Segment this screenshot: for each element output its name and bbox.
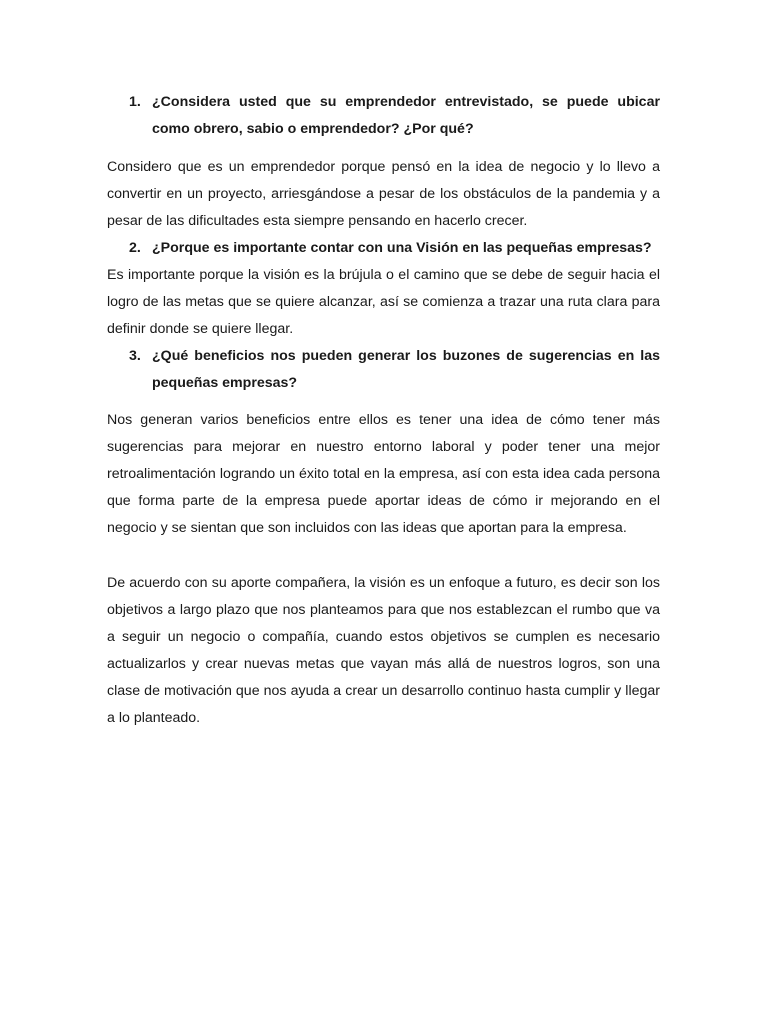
question-3-number: 3. xyxy=(129,348,141,364)
answer-1: Considero que es un emprendedor porque pensó en la idea de negocio y lo llevo a convertir en un proyecto, arriesgándose a pesar de los obstáculos de la pandemia y a pesar de las dificultades esta siempre pensando en hacerlo crecer. xyxy=(107,159,660,229)
answer-3: Nos generan varios beneficios entre ellos es tener una idea de cómo tener más sugerencias para mejorar en nuestro entorno laboral y poder tener una mejor retroalimentación logrando un éxito total en la empresa, así con esta idea cada persona que forma parte de la empresa puede aportar ideas de cómo ir mejorando en el negocio y se sientan que son incluidos con las ideas que aportan para la empresa. xyxy=(107,412,660,536)
question-3 xyxy=(107,343,660,397)
answer-2: Es importante porque la visión es la brújula o el camino que se debe de seguir hacia el logro de las metas que se quiere alcanzar, así se comienza a trazar una ruta clara para definir donde se quiere llegar. xyxy=(107,267,660,337)
reply-paragraph: De acuerdo con su aporte compañera, la visión es un enfoque a futuro, es decir son los objetivos a largo plazo que nos planteamos para que nos establezcan el rumbo que va a seguir un negocio o compañía, cuando estos objetivos se cumplen es necesario actualizarlos y crear nuevas metas que vayan más allá de nuestros logros, son una clase de motivación que nos ayuda a crear un desarrollo continuo hasta cumplir y llegar a lo planteado. xyxy=(107,575,660,726)
question-1-text: ¿Considera usted que su emprendedor entrevistado, se puede ubicar como obrero, sabio o emprendedor? ¿Por qué? xyxy=(152,94,660,137)
question-3-text: ¿Qué beneficios nos pueden generar los buzones de sugerencias en las pequeñas empresas? xyxy=(152,348,660,391)
question-1 xyxy=(107,89,660,143)
document-page xyxy=(107,89,660,732)
question-2-text: ¿Porque es importante contar con una Visión en las pequeñas empresas? xyxy=(152,240,652,256)
question-1-number: 1. xyxy=(129,94,141,110)
question-2 xyxy=(107,235,660,262)
question-2-number: 2. xyxy=(129,240,141,256)
